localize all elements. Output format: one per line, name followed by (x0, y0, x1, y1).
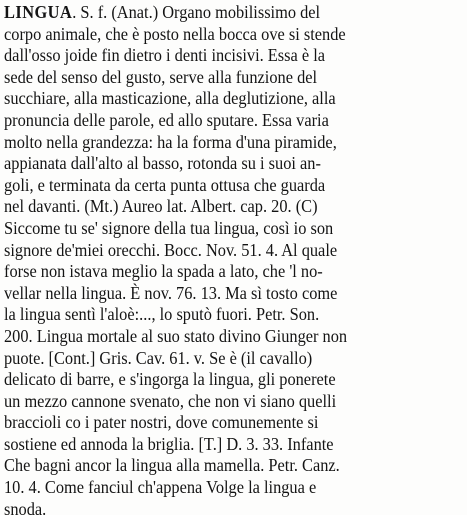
entry-line: un mezzo cannone svenato, che non vi siano quelli (4, 390, 337, 411)
entry-line: sostiene ed annoda la briglia. [T.] D. 3. 33. Infante (4, 433, 334, 454)
entry-line: forse non istava meglio la spada a lato, che 'l no- (4, 261, 323, 282)
entry-line: appianata dall'alto al basso, rotonda su i suoi an- (4, 153, 321, 174)
entry-line: Siccome tu se' signore della tua lingua, così io son (4, 217, 334, 238)
entry-line: corpo animale, che è posto nella bocca ove si stende (4, 23, 346, 44)
entry-line: signore de'miei orecchi. Bocc. Nov. 51. 4. Al quale (4, 239, 338, 260)
entry-line: nel davanti. (Mt.) Aureo lat. Albert. cap. 20. (C) (4, 196, 318, 217)
entry-line: goli, e terminata da certa punta ottusa che guarda (4, 174, 326, 195)
entry-line: dall'osso joide fin dietro i denti incisivi. Essa è la (4, 45, 326, 66)
entry-line: vellar nella lingua. È nov. 76. 13. Ma sì tosto come (4, 282, 338, 303)
entry-line: 200. Lingua mortale al suo stato divino Giunger non (4, 325, 348, 346)
entry-headword: LINGUA (4, 2, 73, 22)
entry-line: puote. [Cont.] Gris. Cav. 61. v. Se è (il cavallo) (4, 347, 313, 368)
entry-first-line-text: . S. f. (Anat.) Organo mobilissimo del (72, 2, 321, 22)
dictionary-entry-lingua (4, 2, 464, 520)
entry-line: succhiare, alla masticazione, alla deglutizione, alla (4, 88, 336, 109)
entry-line: molto nella grandezza: ha la forma d'una piramide, (4, 131, 337, 152)
entry-line: Che bagni ancor la lingua alla mamella. Petr. Canz. (4, 455, 340, 476)
entry-line: sede del senso del gusto, serve alla funzione del (4, 66, 318, 87)
entry-line: 10. 4. Come fanciul ch'appena Volge la lingua e (4, 477, 317, 498)
entry-line: braccioli co i pater nostri, dove comunemente si (4, 412, 319, 433)
entry-line: la lingua sentì l'aloè:..., lo sputò fuori. Petr. Son. (4, 304, 320, 325)
entry-line: delicato di barre, e s'ingorga la lingua, gli ponerete (4, 369, 336, 390)
entry-line: snoda. (4, 498, 47, 519)
entry-first-line (4, 2, 463, 24)
entry-line: pronuncia delle parole, ed allo sputare. Essa varia (4, 109, 329, 130)
